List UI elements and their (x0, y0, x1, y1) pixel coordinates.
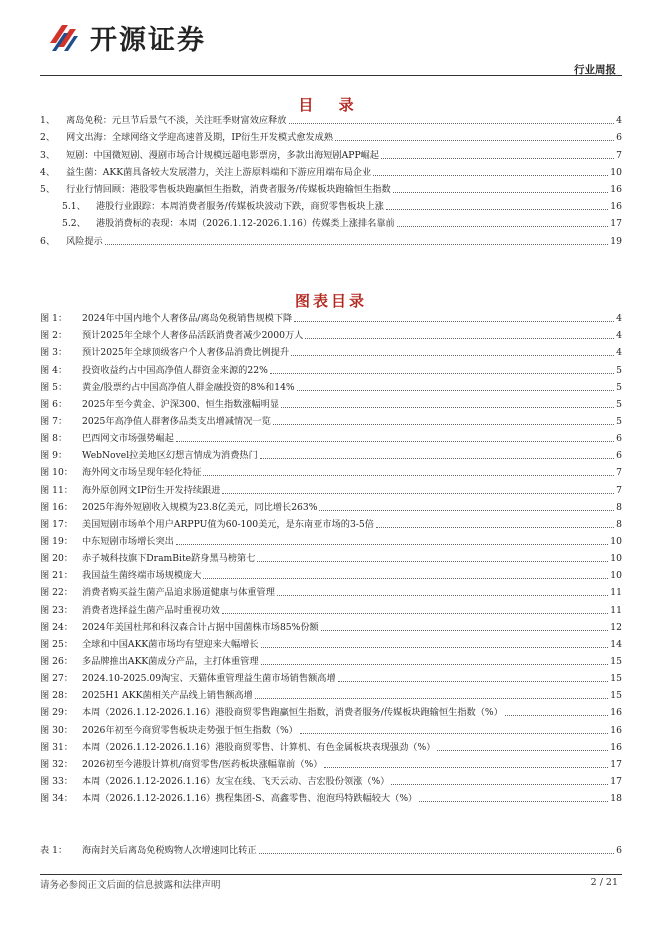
toc-entry-label: 港股消费标的表现：本周（2026.1.12-2026.1.16）传媒类上涨排名靠前 (96, 218, 395, 230)
figure-entry-label: 黄金/股票约占中国高净值人群金融投资的8%和14% (82, 381, 295, 393)
figure-entry-number: 图 20： (40, 553, 73, 565)
figure-entry-label: 本周（2026.1.12-2026.1.16）港股商贸零售、计算机、有色金属板块表现强劲（%） (82, 741, 436, 753)
figure-entry[interactable] (40, 377, 622, 394)
figure-entry-label: 赤子城科技旗下DramBite跻身黑马榜第七 (82, 553, 256, 565)
figure-entry[interactable] (40, 428, 622, 445)
figure-entry-label: 本周（2026.1.12-2026.1.16）携程集团-S、高鑫零售、泡泡玛特跌幅较大（%） (82, 793, 418, 805)
kaiyuan-logo-icon (48, 21, 82, 55)
table-entry-label: 海南封关后离岛免税购物人次增速同比转正 (82, 845, 257, 857)
dot-leader (261, 664, 609, 665)
figure-entry-number: 图 30： (40, 724, 73, 736)
figure-entry[interactable] (40, 582, 622, 599)
toc-entry[interactable] (40, 127, 622, 144)
figure-entry-page: 14 (610, 638, 622, 650)
figure-entry-page: 4 (616, 313, 622, 325)
figure-entry-page: 5 (616, 364, 622, 376)
toc-entry-label: 益生菌：AKK菌具备较大发展潜力，关注上游原料端和下游应用端布局企业 (66, 166, 372, 178)
figure-entry-page: 10 (610, 570, 622, 582)
figure-entry-label: 2025年至今黄金、沪深300、恒生指数涨幅明显 (82, 398, 280, 410)
dot-leader (391, 784, 608, 785)
toc-entry-page: 17 (610, 218, 622, 230)
figure-entry-page: 16 (610, 741, 622, 753)
figure-entry-label: 投资收益约占中国高净值人群资金来源的22% (82, 364, 268, 376)
dot-leader (281, 407, 614, 408)
figure-entry[interactable] (40, 719, 622, 736)
figure-entry-page: 10 (610, 535, 622, 547)
dot-leader (397, 226, 609, 227)
toc-entry-number: 3、 (40, 149, 56, 161)
dot-leader (261, 647, 609, 648)
figure-entry-page: 4 (616, 347, 622, 359)
dot-leader (373, 175, 608, 176)
table-of-contents (40, 110, 622, 248)
toc-entry-number: 5.2、 (62, 218, 86, 230)
figure-entry-number: 图 5： (40, 381, 68, 393)
figure-entry[interactable] (40, 565, 622, 582)
figure-entry-number: 图 10： (40, 467, 73, 479)
figure-entry[interactable] (40, 668, 622, 685)
figure-entry-label: 海外原创网文IP衍生开发持续跟进 (82, 484, 221, 496)
table-entry-number: 表 1： (40, 845, 68, 857)
footer-divider (40, 874, 622, 875)
figure-entry[interactable] (40, 617, 622, 634)
figure-entry[interactable] (40, 754, 622, 771)
toc-entry-page: 16 (610, 183, 622, 195)
figure-entry[interactable] (40, 359, 622, 376)
dot-leader (335, 140, 614, 141)
table-entry-page: 6 (616, 845, 622, 857)
dot-leader (289, 123, 615, 124)
figure-entry-number: 图 34： (40, 793, 73, 805)
figure-entry-page: 6 (616, 450, 622, 462)
toc-entry-label: 短剧：中国微短剧、漫剧市场合计规模远超电影票房，多款出海短剧APP崛起 (66, 149, 379, 161)
figure-entry[interactable] (40, 411, 622, 428)
figure-entry-number: 图 7： (40, 415, 68, 427)
figures-title: 图表目录 (294, 292, 367, 310)
toc-entry[interactable] (40, 213, 622, 230)
dot-leader (321, 630, 609, 631)
dot-leader (381, 158, 614, 159)
toc-entry[interactable] (40, 179, 622, 196)
toc-entry-label: 港股行业跟踪：本周消费者服务/传媒板块波动下跌，商贸零售板块上涨 (96, 201, 384, 213)
figure-entry-page: 10 (610, 553, 622, 565)
figure-entry[interactable] (40, 394, 622, 411)
dot-leader (277, 595, 608, 596)
figure-entry-label: 消费者选择益生菌产品时重视功效 (82, 604, 220, 616)
figure-entry-number: 图 8： (40, 433, 68, 445)
figure-entry-number: 图 24： (40, 621, 73, 633)
figure-entry-page: 8 (616, 518, 622, 530)
dot-leader (376, 527, 614, 528)
figure-entry-label: 本周（2026.1.12-2026.1.16）港股商贸零售跑赢恒生指数，消费者服务/传媒板块跑输恒生指数（%） (82, 707, 503, 719)
figure-entry[interactable] (40, 514, 622, 531)
dot-leader (393, 192, 609, 193)
toc-entry[interactable] (40, 110, 622, 127)
dot-leader (338, 681, 609, 682)
figure-entry-label: 巴西网文市场强势崛起 (82, 433, 174, 445)
dot-leader (222, 613, 608, 614)
figure-entry-page: 16 (610, 707, 622, 719)
figure-entry-number: 图 21： (40, 570, 73, 582)
figure-entry-label: 2026初至今港股计算机/商贸零售/医药板块涨幅靠前（%） (82, 758, 323, 770)
dot-leader (270, 373, 614, 374)
figure-entry-page: 15 (610, 690, 622, 702)
figure-entry-label: 本周（2026.1.12-2026.1.16）友宝在线、飞天云动、吉宏股份领涨（%） (82, 775, 390, 787)
dot-leader (260, 458, 614, 459)
toc-entry-number: 1、 (40, 115, 56, 127)
toc-entry[interactable] (40, 230, 622, 247)
toc-title: 目 录 (298, 96, 364, 114)
figure-entry-page: 18 (610, 793, 622, 805)
figure-entry[interactable] (40, 634, 622, 651)
figure-entry-number: 图 22： (40, 587, 73, 599)
figure-entry-label: 2026年初至今商贸零售板块走势强于恒生指数（%） (82, 724, 298, 736)
figure-entry[interactable] (40, 702, 622, 719)
toc-entry[interactable] (40, 162, 622, 179)
figure-entry-page: 8 (616, 501, 622, 513)
dot-leader (273, 424, 614, 425)
figure-entry[interactable] (40, 737, 622, 754)
dot-leader (105, 244, 609, 245)
dot-leader (300, 733, 608, 734)
toc-entry[interactable] (40, 144, 622, 161)
dot-leader (319, 510, 614, 511)
dot-leader (203, 475, 614, 476)
dot-leader (255, 698, 609, 699)
figure-entry-label: 中东短剧市场增长突出 (82, 535, 174, 547)
figure-entry-number: 图 1： (40, 313, 68, 325)
toc-entry-page: 6 (616, 132, 622, 144)
toc-entry-label: 行业行情回顾：港股零售板块跑赢恒生指数，消费者服务/传媒板块跑输恒生指数 (66, 183, 391, 195)
figure-entry-page: 11 (610, 604, 622, 616)
dot-leader (259, 853, 615, 854)
figure-entry-label: 消费者购买益生菌产品追求肠道健康与体重管理 (82, 587, 275, 599)
figure-entry-number: 图 4： (40, 364, 68, 376)
report-type-label: 行业周报 (574, 64, 616, 76)
figure-entry[interactable] (40, 651, 622, 668)
toc-entry-page: 4 (616, 115, 622, 127)
toc-entry-label: 网文出海：全球网络文学迎高速普及期，IP衍生开发模式愈发成熟 (66, 132, 334, 144)
toc-entry-label: 风险提示 (66, 235, 103, 247)
dot-leader (294, 321, 614, 322)
figure-entry-label: 2025年高净值人群奢侈品类支出增减情况一览 (82, 415, 271, 427)
toc-entry-number: 5、 (40, 183, 56, 195)
figure-entry-page: 5 (616, 381, 622, 393)
figure-entry-label: 全球和中国AKK菌市场均有望迎来大幅增长 (82, 638, 259, 650)
figure-entry-number: 图 2： (40, 330, 68, 342)
toc-entry-number: 2、 (40, 132, 56, 144)
figure-entry-page: 16 (610, 724, 622, 736)
figure-entry[interactable] (40, 342, 622, 359)
dot-leader (222, 493, 614, 494)
figure-entry-number: 图 32： (40, 758, 73, 770)
figure-entry[interactable] (40, 599, 622, 616)
figure-entry-number: 图 16： (40, 501, 73, 513)
figure-entry-label: 海外网文市场呈现年轻化特征 (82, 467, 202, 479)
toc-entry-page: 19 (610, 235, 622, 247)
figure-entry-label: 预计2025年全球顶级客户个人奢侈品消费比例提升 (82, 347, 290, 359)
figure-entry[interactable] (40, 325, 622, 342)
figure-entry-number: 图 33： (40, 775, 73, 787)
figure-entry[interactable] (40, 548, 622, 565)
figure-entry-number: 图 27： (40, 673, 73, 685)
figure-entry-number: 图 17： (40, 518, 73, 530)
dot-leader (176, 441, 614, 442)
header-divider (40, 75, 622, 76)
figure-entry-number: 图 26： (40, 655, 73, 667)
dot-leader (437, 750, 608, 751)
toc-entry[interactable] (40, 196, 622, 213)
figure-entry-page: 4 (616, 330, 622, 342)
toc-entry-number: 5.1、 (62, 201, 86, 213)
figure-entry-page: 15 (610, 655, 622, 667)
toc-entry-page: 10 (610, 166, 622, 178)
figure-entry-number: 图 3： (40, 347, 68, 359)
dot-leader (386, 209, 608, 210)
figure-entry-page: 7 (616, 467, 622, 479)
figure-entry-page: 5 (616, 415, 622, 427)
dot-leader (505, 715, 608, 716)
figure-entry[interactable] (40, 308, 622, 325)
footer-disclaimer: 请务必参阅正文后面的信息披露和法律声明 (40, 880, 221, 891)
figure-entry-label: 多品牌推出AKK菌成分产品，主打体重管理 (82, 655, 259, 667)
figure-entry[interactable] (40, 462, 622, 479)
toc-entry-number: 6、 (40, 235, 56, 247)
figure-list (40, 308, 622, 805)
figure-entry-label: 2024年中国内地个人奢侈品/离岛免税销售规模下降 (82, 313, 293, 325)
figure-entry-label: 预计2025年全球个人奢侈品活跃消费者减少2000万人 (82, 330, 304, 342)
figure-entry-number: 图 25： (40, 638, 73, 650)
figure-entry-page: 15 (610, 673, 622, 685)
brand-logo (48, 18, 206, 57)
figure-entry[interactable] (40, 685, 622, 702)
figure-entry[interactable] (40, 771, 622, 788)
dot-leader (305, 338, 614, 339)
dot-leader (291, 355, 614, 356)
figure-entry[interactable] (40, 788, 622, 805)
figure-entry-page: 17 (610, 775, 622, 787)
dot-leader (176, 544, 608, 545)
figure-entry-label: 我国益生菌终端市场规模庞大 (82, 570, 202, 582)
toc-entry-number: 4、 (40, 166, 56, 178)
dot-leader (324, 767, 608, 768)
dot-leader (257, 561, 608, 562)
figure-entry-number: 图 19： (40, 535, 73, 547)
page-number: 2 / 21 (590, 877, 618, 888)
figure-entry-number: 图 31： (40, 741, 73, 753)
figure-entry-page: 17 (610, 758, 622, 770)
table-entry[interactable] (40, 840, 622, 857)
figure-entry-label: 美国短剧市场单个用户ARPPU值为60-100美元，是东南亚市场的3-5倍 (82, 518, 374, 530)
figure-entry-page: 5 (616, 398, 622, 410)
figure-entry[interactable] (40, 531, 622, 548)
figure-entry-label: 2024.10-2025.09淘宝、天猫体重管理益生菌市场销售额高增 (82, 673, 336, 685)
figure-entry-page: 12 (610, 621, 622, 633)
dot-leader (297, 390, 614, 391)
figure-entry-number: 图 11： (40, 484, 73, 496)
figure-entry-number: 图 23： (40, 604, 73, 616)
toc-entry-label: 离岛免税：元旦节后景气不淡，关注旺季财富效应释放 (66, 115, 287, 127)
figure-entry-number: 图 29： (40, 707, 73, 719)
figure-entry-number: 图 6： (40, 398, 68, 410)
figure-entry-page: 7 (616, 484, 622, 496)
page-header (0, 0, 662, 76)
figure-entry-number: 图 28： (40, 690, 73, 702)
dot-leader (419, 801, 608, 802)
table-list (40, 840, 622, 857)
figure-entry-page: 11 (610, 587, 622, 599)
figure-entry-label: WebNovel拉美地区幻想言情成为消费热门 (82, 450, 258, 462)
figure-entry[interactable] (40, 479, 622, 496)
figure-entry-label: 2024年美国杜邦和科汉森合计占据中国菌株市场85%份额 (82, 621, 319, 633)
toc-entry-page: 7 (616, 149, 622, 161)
toc-entry-page: 16 (610, 201, 622, 213)
figure-entry-label: 2025年海外短剧收入规模为23.8亿美元，同比增长263% (82, 501, 318, 513)
figure-entry-label: 2025H1 AKK菌相关产品线上销售额高增 (82, 690, 253, 702)
figure-entry[interactable] (40, 497, 622, 514)
dot-leader (203, 578, 608, 579)
brand-name: 开源证券 (90, 25, 206, 56)
figure-entry-page: 6 (616, 433, 622, 445)
figure-entry-number: 图 9： (40, 450, 68, 462)
figure-entry[interactable] (40, 445, 622, 462)
